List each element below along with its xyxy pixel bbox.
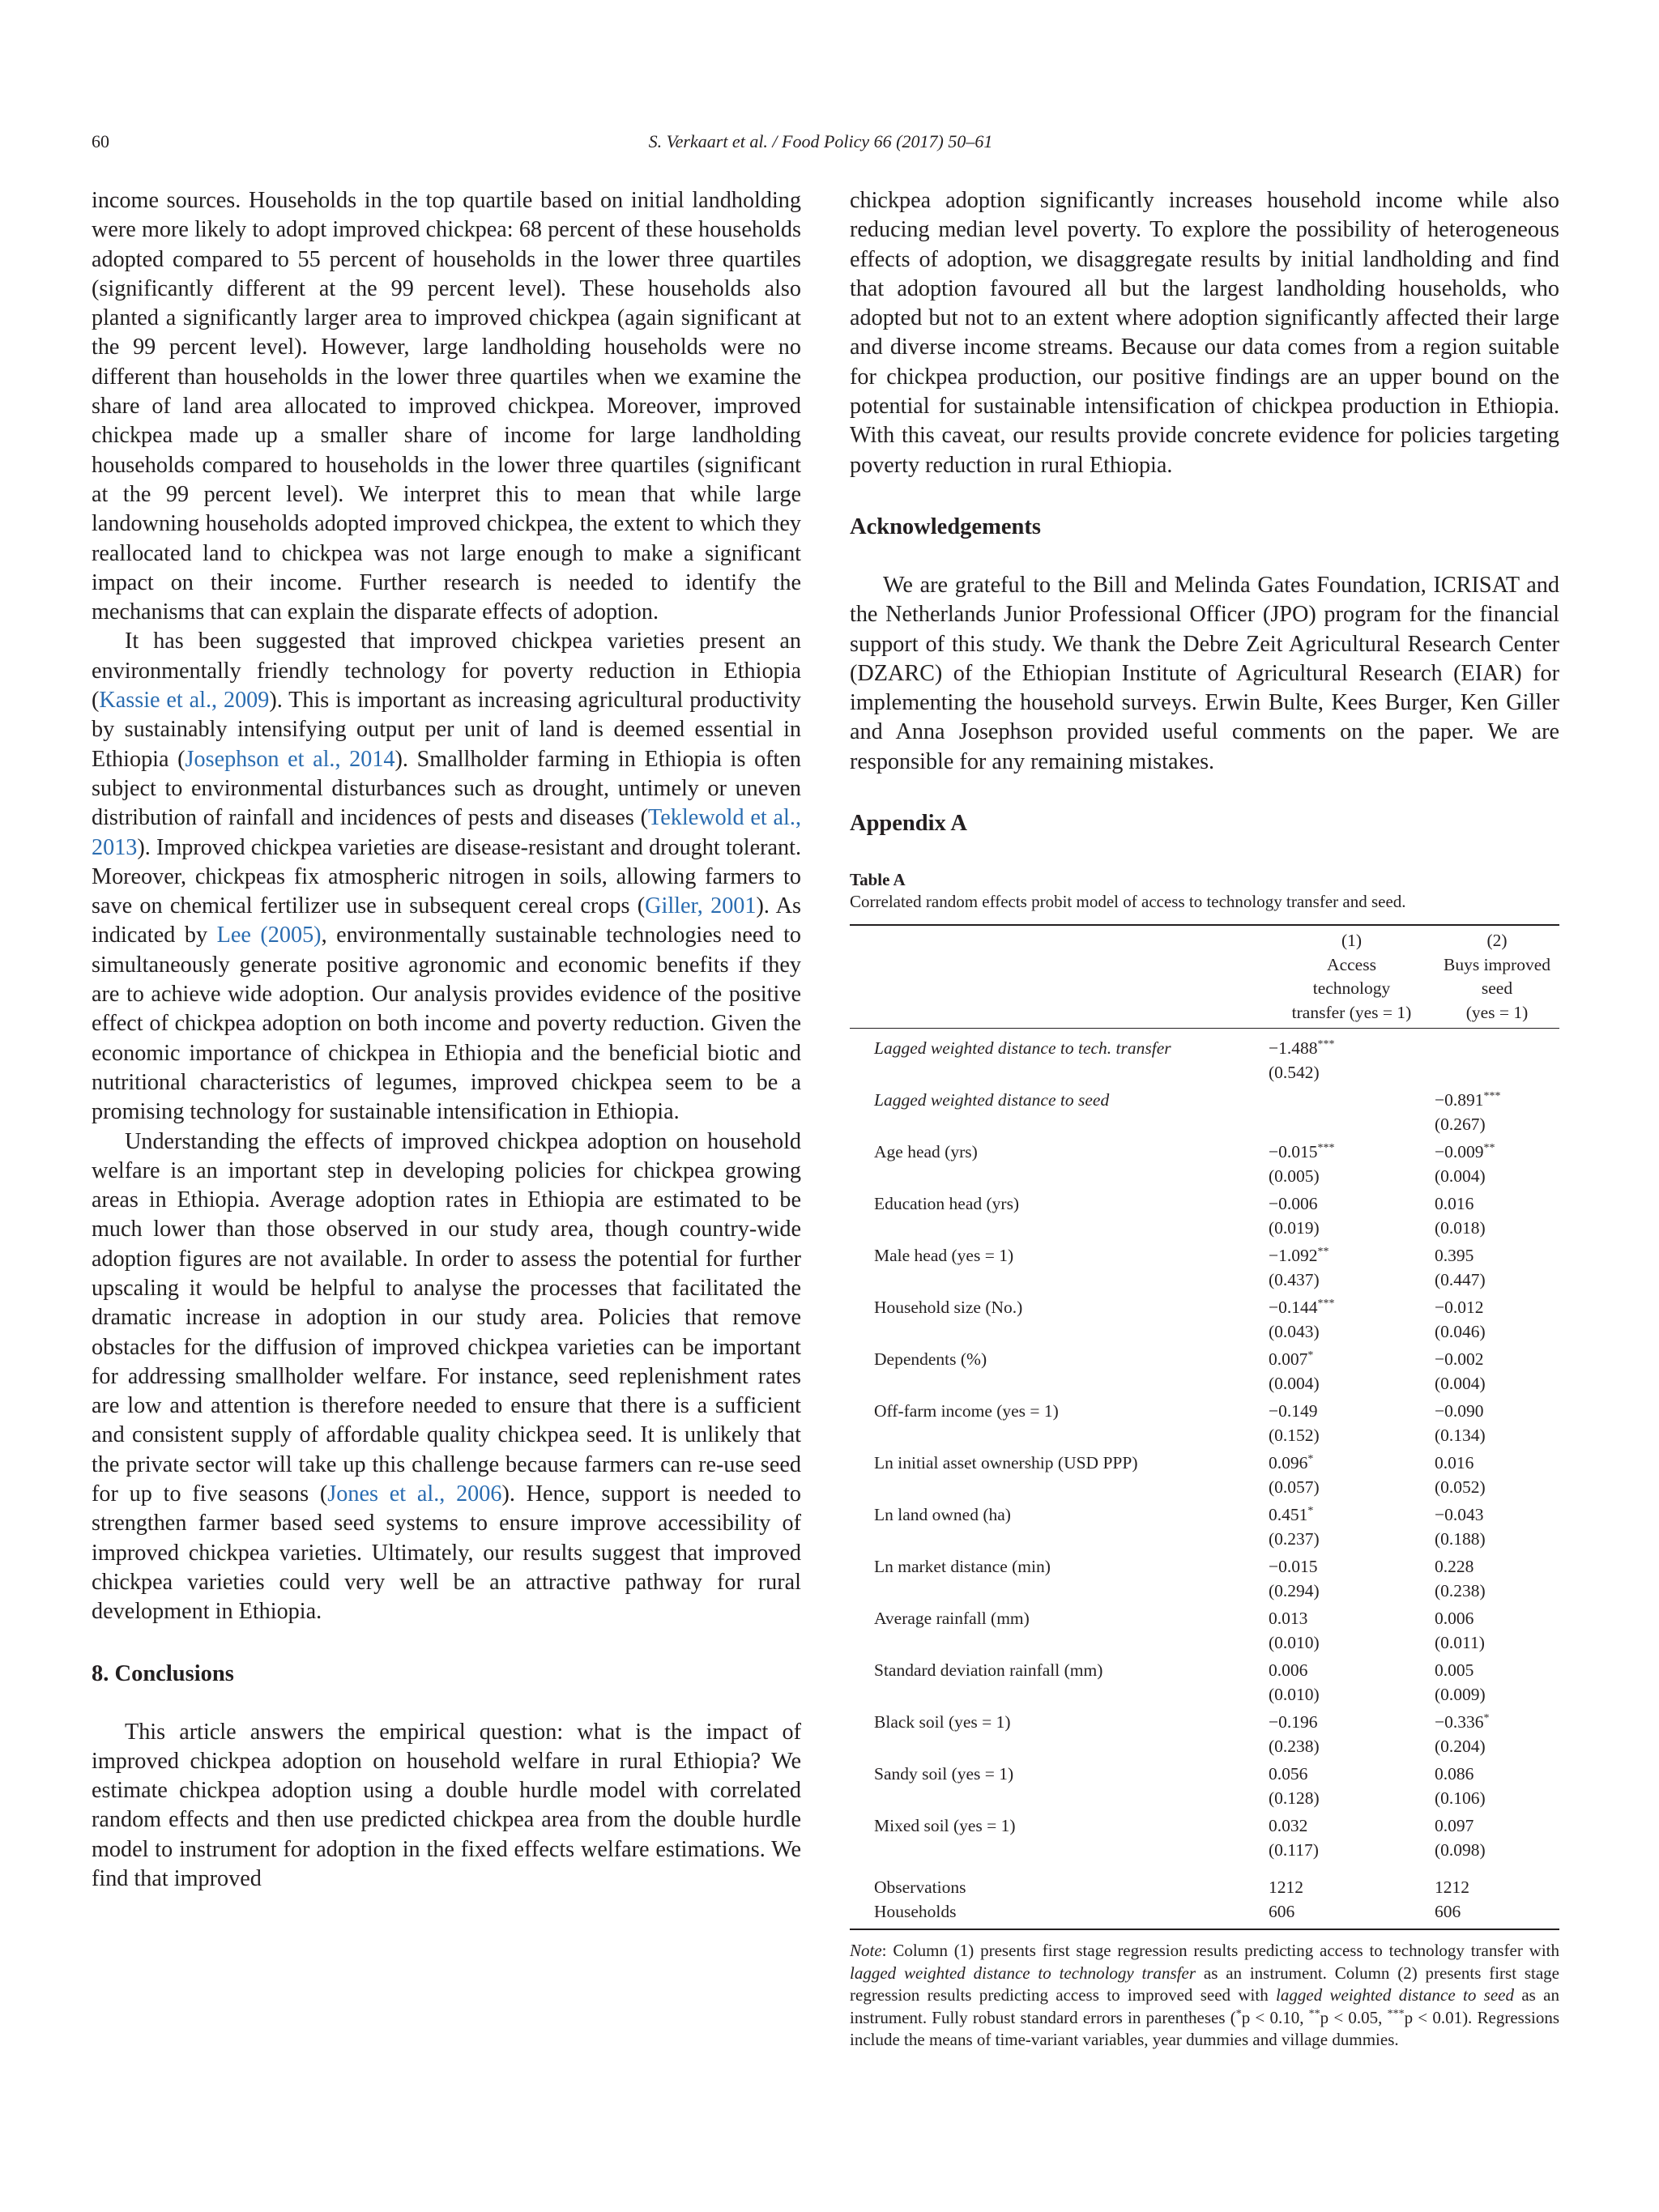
table-row: [850, 1244, 1559, 1292]
col1-cell: 0.451* (0.237): [1269, 1504, 1320, 1549]
col2-cell: 0.016 (0.018): [1435, 1194, 1486, 1238]
col2-cell: 0.016 (0.052): [1435, 1453, 1486, 1497]
table-row: [850, 1451, 1559, 1499]
col2-cell: −0.090 (0.134): [1435, 1401, 1486, 1445]
table-row: [850, 1348, 1559, 1396]
row-label: Household size (No.): [874, 1298, 1023, 1318]
table-row: [850, 1814, 1559, 1862]
table-row: [850, 1762, 1559, 1810]
citation-jones[interactable]: Jones et al., 2006: [327, 1481, 502, 1507]
citation-teklewold[interactable]: Teklewold et al., 2013: [92, 805, 801, 860]
col2-cell: −0.009** (0.004): [1435, 1141, 1495, 1186]
table-row: [850, 1503, 1559, 1551]
col1-cell: −0.196 (0.238): [1269, 1712, 1320, 1756]
table-row: [850, 1607, 1559, 1655]
conclusions-heading: 8. Conclusions: [92, 1660, 234, 1686]
row-label: Mixed soil (yes = 1): [874, 1816, 1016, 1836]
table-row: [850, 1296, 1559, 1344]
paragraph-policies: Understanding the effects of improved chickpea adoption on household welfare is an important step in developing policies for chickpea growing areas in Ethiopia. Average adoption rates in Ethiopia are estimated to be much lower than those observed in our study area, though country-wide adoption figures are not available. In order to assess the potential for further upscaling it would be helpful to analyse the processes that facilitated the dramatic increase in adoption in our study area. Policies that remove obstacles for the diffusion of improved chickpea varieties can be important for addressing smallholder welfare. For instance, seed replenishment rates are low and attention is therefore needed to ensure that there is a sufficient and consistent supply of affordable quality chickpea seed. It is unlikely that the private sector will take up this challenge because farmers can re-use seed for up to five seasons (Jones et al., 2006). Hence, support is needed to strengthen farmer based seed systems to ensure improve accessibility of improved chickpea varieties. Ultimately, our results suggest that improved chickpea varieties could very well be an attractive pathway for rural development in Ethiopia.: [92, 1128, 801, 1625]
col2-cell: 0.395 (0.447): [1435, 1246, 1486, 1289]
col2-cell: [1435, 1029, 1559, 1085]
col1-header: (1) Access technology transfer (yes = 1): [1269, 925, 1435, 1029]
col1-cell: −0.015*** (0.005): [1269, 1141, 1335, 1186]
col1-cell: [1269, 1089, 1435, 1136]
paragraph-environment: It has been suggested that improved chickpea varieties present an environmentally friendly technology for poverty reduction in Ethiopia (Kassie et al., 2009). This is important as increasing agricultural productivity by sustainably intensifying output per unit of land is deemed essential in Ethiopia (Josephson et al., 2014). Smallholder farming in Ethiopia is often subject to environmental disturbances such as drought, untimely or uneven distribution of rainfall and incidences of pests and diseases (Teklewold et al., 2013). Improved chickpea varieties are disease-resistant and drought tolerant. Moreover, chickpeas fix atmospheric nitrogen in soils, allowing farmers to save on chemical fertilizer use in subsequent cereal crops (Giller, 2001). As indicated by Lee (2005), environmentally sustainable technologies need to simultaneously generate positive agronomic and economic benefits if they are to achieve wide adoption. Our analysis provides evidence of the positive effect of chickpea adoption on both income and poverty reduction. Given the economic importance of chickpea in Ethiopia and the beneficial biotic and nutritional characteristics of legumes, improved chickpea seem to be a promising technology for sustainable intensification in Ethiopia.: [92, 629, 801, 1125]
row-label: Off-farm income (yes = 1): [874, 1401, 1059, 1421]
row-label: Ln market distance (min): [874, 1557, 1051, 1577]
row-label: Lagged weighted distance to seed: [874, 1090, 1110, 1110]
col1-cell: 0.013 (0.010): [1269, 1609, 1320, 1652]
col2-cell: 0.086 (0.106): [1435, 1764, 1486, 1808]
row-label: Average rainfall (mm): [874, 1609, 1030, 1629]
col2-header: (2) Buys improved seed (yes = 1): [1435, 925, 1559, 1029]
col1-cell: 0.056 (0.128): [1269, 1764, 1320, 1808]
col1-cell: −0.015 (0.294): [1269, 1557, 1320, 1600]
row-label: Ln land owned (ha): [874, 1505, 1011, 1525]
row-label: Male head (yes = 1): [874, 1246, 1014, 1266]
col1-cell: 0.096* (0.057): [1269, 1452, 1320, 1497]
left-column: [92, 186, 801, 1894]
paragraph-conclusions: This article answers the empirical question: what is the impact of improved chickpea adoption on household welfare in rural Ethiopia? We estimate chickpea adoption using a double hurdle model with correlated random effects and then use predicted chickpea area from the double hurdle model to instrument for adoption in the fixed effects welfare estimations. We find that improved: [92, 1719, 801, 1892]
running-head: S. Verkaart et al. / Food Policy 66 (2017) 50–61: [648, 131, 993, 151]
col2-cell: −0.891*** (0.267): [1435, 1089, 1501, 1134]
row-label: Dependents (%): [874, 1349, 987, 1370]
row-label: Age head (yrs): [874, 1142, 978, 1162]
col1-cell: 0.032 (0.117): [1269, 1816, 1319, 1860]
citation-lee[interactable]: Lee (2005): [216, 923, 322, 948]
col1-cell: −1.092** (0.437): [1269, 1245, 1329, 1289]
table-label: Table A: [850, 870, 906, 890]
col1-cell: −0.006 (0.019): [1269, 1194, 1320, 1238]
paragraph-conclusions-cont: chickpea adoption significantly increases household income while also reducing median level poverty. To explore the possibility of heterogeneous effects of adoption, we disaggregate results by initial landholding and find that adoption favoured all but the largest landholding households, who adopted but not to an extent where adoption significantly affected their large and diverse income streams. Because our data comes from a region suitable for chickpea production, our positive findings are an upper bound on the potential for sustainable intensification of chickpea production in Ethiopia. With this caveat, our results provide concrete evidence for policies targeting poverty reduction in rural Ethiopia.: [850, 188, 1559, 478]
col1-cell: 0.006 (0.010): [1269, 1660, 1320, 1704]
table-row-households: Households 606 606: [850, 1900, 1559, 1930]
col2-cell: −0.012 (0.046): [1435, 1298, 1486, 1341]
page-number: 60: [92, 131, 109, 151]
acknowledgements-heading: Acknowledgements: [850, 514, 1041, 539]
table-row: [850, 1192, 1559, 1240]
table-row: [850, 1555, 1559, 1603]
table-row: [850, 1140, 1559, 1188]
citation-kassie[interactable]: Kassie et al., 2009: [99, 688, 270, 714]
row-label: Sandy soil (yes = 1): [874, 1764, 1014, 1784]
table-row: [850, 1711, 1559, 1758]
col2-cell: −0.043 (0.188): [1435, 1505, 1486, 1549]
col1-cell: 0.007* (0.004): [1269, 1349, 1320, 1393]
col1-cell: −0.149 (0.152): [1269, 1401, 1320, 1445]
col2-cell: 0.228 (0.238): [1435, 1557, 1486, 1600]
col2-cell: 0.005 (0.009): [1435, 1660, 1486, 1704]
row-label: Education head (yrs): [874, 1194, 1020, 1214]
citation-josephson[interactable]: Josephson et al., 2014: [185, 746, 395, 772]
col2-cell: 0.097 (0.098): [1435, 1816, 1486, 1860]
col2-cell: −0.002 (0.004): [1435, 1349, 1486, 1393]
table-row: [850, 1659, 1559, 1707]
table-row: [850, 1400, 1559, 1447]
col2-cell: −0.336* (0.204): [1435, 1711, 1490, 1756]
table-row-observations: Observations 1212 1212: [874, 1877, 1469, 1898]
table-note: Note: Column (1) presents first stage regression results predicting access to technology transfer with lagged weighted distance to technology transfer as an instrument. Column (2) presents first stage regression results predicting access to improved seed with lagged weighted distance to seed as an instrument. Fully robust standard errors in parentheses (*p < 0.10, **p < 0.05, ***p < 0.01). Regressions include the means of time-variant variables, year dummies and village dummies.: [850, 1941, 1559, 2050]
row-label: Lagged weighted distance to tech. transfer: [874, 1038, 1171, 1059]
paragraph-income-sources: income sources. Households in the top quartile based on initial landholding were more likely to adopt improved chickpea: 68 percent of these households adopted compared to 55 percent of households in the lower three quartiles (significantly different at the 99 percent level). These households also planted a significantly larger area to improved chickpea (again significant at the 99 percent level). However, large landholding households were no different than households in the lower three quartiles when we examine the share of land area allocated to improved chickpea. Moreover, improved chickpea made up a smaller share of income for large landholding households compared to households in the lower three quartiles (significant at the 99 percent level). We interpret this to mean that while large landowning households adopted improved chickpea, the extent to which they reallocated land to chickpea was not large enough to make a significant impact on their income. Further research is needed to identify the mechanisms that can explain the disparate effects of adoption.: [92, 188, 801, 625]
table-caption: [850, 869, 1559, 913]
citation-giller[interactable]: Giller, 2001: [645, 893, 757, 919]
row-label: Ln initial asset ownership (USD PPP): [874, 1453, 1138, 1473]
appendix-heading: Appendix A: [850, 811, 967, 837]
col2-cell: 0.006 (0.011): [1435, 1609, 1485, 1652]
col1-cell: −1.488*** (0.542): [1269, 1038, 1335, 1082]
regression-table: [850, 924, 1559, 1930]
table-title: Correlated random effects probit model of access to technology transfer and seed.: [850, 892, 1406, 912]
row-label: Black soil (yes = 1): [874, 1712, 1011, 1733]
page-header: [92, 131, 1550, 160]
right-column: [850, 186, 1559, 2052]
row-label: Standard deviation rainfall (mm): [874, 1660, 1103, 1681]
paragraph-acknowledgements: We are grateful to the Bill and Melinda Gates Foundation, ICRISAT and the Netherlands Junior Professional Officer (JPO) program for the financial support of this study. We thank the Debre Zeit Agricultural Research Center (DZARC) of the Ethiopian Institute of Agricultural Research (EIAR) for implementing the household surveys. Erwin Bulte, Kees Burger, Ken Giller and Anna Josephson provided useful comments on the paper. We are responsible for any remaining mistakes.: [850, 572, 1559, 774]
table-row: [850, 1029, 1559, 1085]
col1-cell: −0.144*** (0.043): [1269, 1297, 1335, 1341]
table-row: [850, 1089, 1559, 1136]
